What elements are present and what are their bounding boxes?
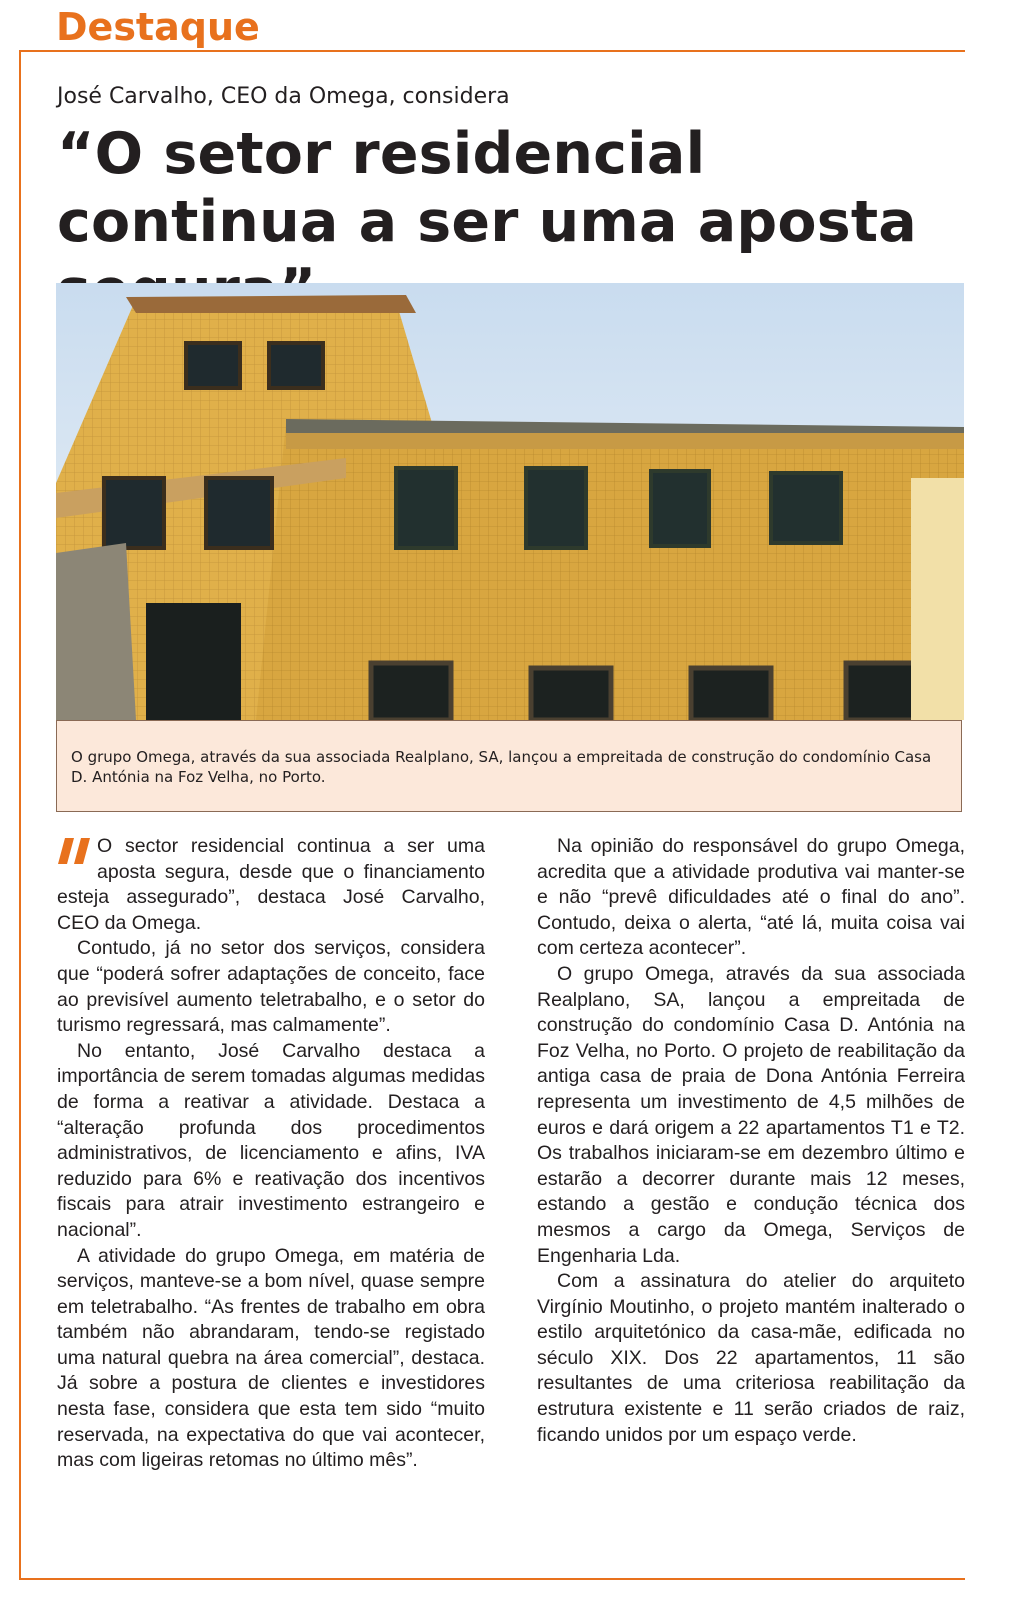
article-paragraph: Com a assinatura do atelier do arquiteto Virgínio Moutinho, o projeto mantém inalterado o estilo arquitetónico da casa-mãe, edificada no século XIX. Dos 22 apartamentos, 11 são resultantes de uma criteriosa reabilitação da estrutura existente e 11 serão criados de raiz, ficando unidos por um espaço verde. <box>537 1270 965 1446</box>
article-photo <box>56 283 964 720</box>
photo-caption: O grupo Omega, através da sua associada Realplano, SA, lançou a empreitada de construção do condomínio Casa D. Antónia na Foz Velha, no Porto. <box>71 748 932 786</box>
article-paragraph: No entanto, José Carvalho destaca a importância de serem tomadas algumas medidas de forma a reativar a atividade. Destaca a “alteração profunda dos procedimentos administrativos, de licenciamento e afins, IVA reduzido para 6% e reativação dos incentivos fiscais para atrair investimento estrangeiro e nacional”. <box>57 1039 485 1241</box>
article-column-left <box>57 834 485 1474</box>
frame-bottom-rule <box>19 1578 965 1580</box>
photo-icon <box>56 283 964 720</box>
article-paragraph: A atividade do grupo Omega, em matéria de serviços, manteve-se a bom nível, quase sempre em teletrabalho. “As frentes de trabalho em obra também não abrandaram, tendo-se registado uma natural quebra na área comercial”, destaca. Já sobre a postura de clientes e investidores nesta fase, considera que esta tem sido “muito reservada, na expectativa do que vai acontecer, mas com ligeiras retomas no último mês”. <box>57 1244 485 1472</box>
article-paragraph: O grupo Omega, através da sua associada Realplano, SA, lançou a empreitada de construção do condomínio Casa D. Antónia na Foz Velha, no Porto. O projeto de reabilitação da antiga casa de praia de Dona Antónia Ferreira representa um investimento de 4,5 milhões de euros e dará origem a 22 apartamentos T1 e T2. Os trabalhos iniciaram-se em dezembro último e estarão a decorrer durante mais 12 meses, estando a gestão e condução técnica dos mesmos a cargo da Omega, Serviços de Engenharia Lda. <box>537 962 965 1267</box>
quote-mark-icon <box>57 838 93 868</box>
section-label: Destaque <box>56 8 264 48</box>
article-kicker: José Carvalho, CEO da Omega, considera <box>57 84 510 109</box>
frame-top-rule <box>19 50 965 52</box>
article-paragraph <box>57 834 485 936</box>
frame-left-rule <box>19 50 21 1580</box>
photo-caption-box <box>56 720 962 812</box>
article-headline: “O setor residencial continua a ser uma aposta <box>57 121 917 255</box>
article-paragraph: Contudo, já no setor dos serviços, considera que “poderá sofrer adaptações de conceito, face ao previsível aumento teletrabalho, e o setor do turismo regressará, mas calmamente”. <box>57 937 485 1037</box>
article-paragraph: Na opinião do responsável do grupo Omega, acredita que a atividade produtiva vai manter-se e não “prevê dificuldades até o final do ano”. Contudo, deixa o alerta, “até lá, muita coisa vai com certeza acontecer”. <box>537 835 965 960</box>
paragraph-text: O sector residencial continua a ser uma aposta segura, desde que o financiamento esteja assegurado”, destaca José Carvalho, CEO da Omega. <box>57 835 485 934</box>
article-column-right <box>537 834 965 1448</box>
